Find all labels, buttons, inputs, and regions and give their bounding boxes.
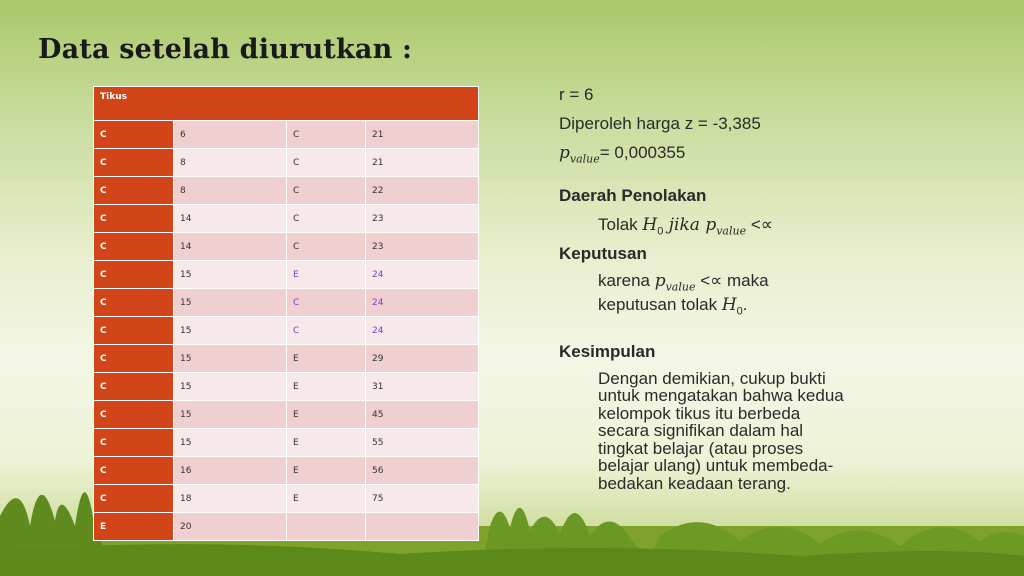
table-cell: E: [287, 401, 366, 429]
table-cell: 14: [174, 205, 287, 233]
group-cell: C: [94, 345, 174, 373]
table-row: [94, 289, 479, 317]
group-cell: C: [94, 289, 174, 317]
karena-word: karena: [598, 271, 655, 290]
table-cell: 8: [174, 177, 287, 205]
table-cell: E: [287, 261, 366, 289]
daerah-heading: Daerah Penolakan: [559, 186, 707, 205]
group-cell: C: [94, 205, 174, 233]
table-row: [94, 205, 479, 233]
table-cell: 20: [174, 513, 287, 541]
group-cell: C: [94, 429, 174, 457]
table-cell: 16: [174, 457, 287, 485]
table-cell: 45: [366, 401, 479, 429]
kesimpulan-heading: Kesimpulan: [559, 341, 656, 361]
table-header-tikus: Tikus: [94, 87, 479, 121]
table-row: [94, 177, 479, 205]
kesimpulan-text: [559, 370, 919, 493]
maka-word: <∝ maka: [695, 271, 769, 290]
kesimpulan-line: bedakan keadaan terang.: [598, 473, 791, 493]
table-cell: C: [287, 233, 366, 261]
p-sub: value: [569, 152, 600, 166]
group-cell: C: [94, 149, 174, 177]
table-row: [94, 149, 479, 177]
keputusan-heading: Keputusan: [559, 244, 647, 263]
table-cell: 55: [366, 429, 479, 457]
table-cell: C: [287, 177, 366, 205]
jika-word: jika: [663, 215, 706, 235]
table-row: [94, 233, 479, 261]
kesimpulan-line: untuk mengatakan bahwa kedua: [598, 386, 844, 406]
tolak-word: Tolak: [598, 215, 643, 234]
slide-title: Data setelah diurutkan :: [38, 34, 413, 65]
table-row: [94, 317, 479, 345]
table-cell: E: [287, 457, 366, 485]
analysis-panel: [559, 84, 919, 492]
table-cell: 15: [174, 261, 287, 289]
p-symbol-3: p: [654, 271, 666, 291]
table-row: [94, 261, 479, 289]
z-value: Diperoleh harga z = -3,385: [559, 114, 761, 133]
kesimpulan-line: tingkat belajar (atau proses: [598, 438, 804, 458]
table-row: [94, 345, 479, 373]
p-sub-2: value: [716, 224, 747, 238]
table-cell: [287, 513, 366, 541]
kesimpulan-line: belajar ulang) untuk membeda-: [598, 456, 834, 476]
h-sub: 0: [657, 225, 664, 238]
table-cell: 15: [174, 289, 287, 317]
table-row: [94, 373, 479, 401]
table-cell: C: [287, 205, 366, 233]
table-cell: 56: [366, 457, 479, 485]
table-cell: 24: [366, 289, 479, 317]
p-symbol-2: p: [705, 215, 717, 235]
table-row: [94, 457, 479, 485]
table-cell: 21: [366, 121, 479, 149]
table-cell: 15: [174, 373, 287, 401]
table-row: [94, 121, 479, 149]
group-cell: C: [94, 317, 174, 345]
group-cell: C: [94, 485, 174, 513]
table-cell: 15: [174, 429, 287, 457]
table-cell: 24: [366, 317, 479, 345]
h-sub-2: 0: [736, 305, 743, 318]
group-cell: C: [94, 457, 174, 485]
p-sub-3: value: [665, 280, 696, 294]
p-value-line: [559, 142, 919, 171]
table-cell: 14: [174, 233, 287, 261]
table-cell: C: [287, 289, 366, 317]
group-cell: C: [94, 177, 174, 205]
table-cell: 6: [174, 121, 287, 149]
group-cell: C: [94, 233, 174, 261]
tolak-rule: [559, 214, 919, 243]
table-cell: [366, 513, 479, 541]
table-cell: 23: [366, 233, 479, 261]
table-cell: 15: [174, 401, 287, 429]
table-cell: 31: [366, 373, 479, 401]
table-cell: 15: [174, 345, 287, 373]
table-cell: E: [287, 485, 366, 513]
h-symbol: H: [642, 215, 658, 235]
table-cell: 29: [366, 345, 479, 373]
group-cell: E: [94, 513, 174, 541]
p-symbol: p: [559, 143, 570, 163]
table-row: [94, 513, 479, 541]
table-cell: 8: [174, 149, 287, 177]
kesimpulan-line: secara signifikan dalam hal: [598, 421, 804, 441]
group-cell: C: [94, 261, 174, 289]
table-row: [94, 485, 479, 513]
data-table: [93, 86, 479, 541]
keputusan-text: [559, 272, 919, 321]
table-row: [94, 429, 479, 457]
table-cell: C: [287, 317, 366, 345]
group-cell: C: [94, 121, 174, 149]
table-row: [94, 401, 479, 429]
table-cell: 23: [366, 205, 479, 233]
group-cell: C: [94, 373, 174, 401]
keputusan-tolak: keputusan tolak: [598, 294, 722, 314]
p-value: = 0,000355: [599, 143, 686, 162]
h-symbol-2: H: [721, 294, 737, 315]
table-cell: 21: [366, 149, 479, 177]
table-cell: E: [287, 429, 366, 457]
table-cell: E: [287, 373, 366, 401]
r-value: r = 6: [559, 85, 594, 104]
period: .: [742, 294, 748, 314]
table-cell: 75: [366, 485, 479, 513]
table-header-row: [94, 87, 479, 121]
kesimpulan-line: kelompok tikus itu berbeda: [598, 403, 801, 423]
lt-alpha: <∝: [746, 215, 773, 234]
table-cell: 24: [366, 261, 479, 289]
kesimpulan-line: Dengan demikian, cukup bukti: [598, 368, 826, 388]
group-cell: C: [94, 401, 174, 429]
table-cell: 22: [366, 177, 479, 205]
table-cell: C: [287, 149, 366, 177]
table-cell: E: [287, 345, 366, 373]
table-cell: 15: [174, 317, 287, 345]
table-cell: C: [287, 121, 366, 149]
table-cell: 18: [174, 485, 287, 513]
